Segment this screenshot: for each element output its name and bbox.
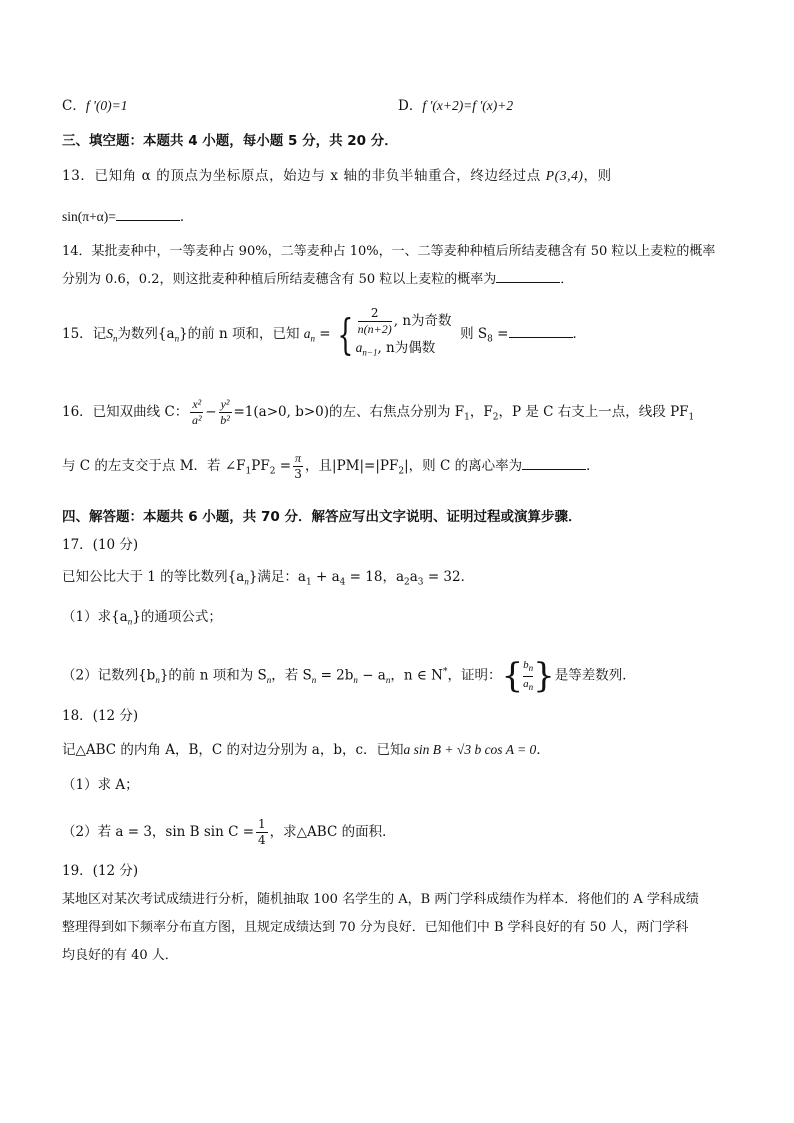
piecewise-cases: $\frac{2}{n(n+2)}$ , n为奇数 $a_{n-1}$, n为偶数: [355, 305, 452, 358]
answer-blank-15[interactable]: [509, 325, 573, 338]
question-13-answer-line: sin(π+α)= ．: [62, 209, 194, 225]
answer-blank-13[interactable]: [116, 208, 180, 221]
section-3-heading: 三、填空题：本题共 4 小题，每小题 5 分，共 20 分．: [62, 133, 398, 149]
question-17-part-1: （1）求$\{a_n\}$的通项公式；: [62, 609, 222, 627]
question-18-header: 18．(12 分): [62, 708, 139, 724]
question-19-line-1: 某地区对某次考试成绩进行分析，随机抽取 100 名学生的 A，B 两门学科成绩作为样本．将他们的 A 学科成绩: [62, 892, 699, 907]
section-4-heading: 四、解答题：本题共 6 小题，共 70 分．解答应写出文字说明、证明过程或演算步骤．: [62, 509, 582, 525]
question-16-line-1: 16．已知双曲线 C： $\frac{\text{x²}}{\text{a²}}$ − $\frac{\text{y²}}{\text{b²}}$ =1(a>0, b>0)的左、右焦点分别为 $F_1$，$F_2$，P 是 C 右支上一点，线段 $PF_1$: [62, 397, 695, 427]
option-d: D．f '(x+2)=f '(x)+2: [398, 98, 514, 114]
question-17-stem: 已知公比大于 1 的等比数列$\{a_n\}$满足：$a_1 + a_4 = 18$，$a_2a_3 = 32$．: [62, 569, 475, 588]
question-19-header: 19．(12 分): [62, 863, 139, 879]
question-14-line-2: 分别为 0.6，0.2，则这批麦种种植后所结麦穗含有 50 粒以上麦粒的概率为 ．: [62, 272, 574, 287]
question-19-line-2: 整理得到如下频率分布直方图，且规定成绩达到 70 分为良好．已知他们中 B 学科良好的有 50 人，两门学科: [62, 920, 689, 935]
question-13: 13．已知角 α 的顶点为坐标原点，始边与 x 轴的非负半轴重合，终边经过点 P(3,4)，则: [62, 168, 612, 184]
question-18-part-2: （2）若 a = 3，sin B sin C = $\frac{1}{4}$ ，求△ABC 的面积．: [62, 817, 396, 847]
question-14-line-1: 14．某批麦种中，一等麦种占 90%，二等麦种占 10%，一、二等麦种种植后所结麦穗含有 50 粒以上麦粒的概率: [62, 244, 716, 259]
option-c-expr: f '(0)=1: [85, 98, 128, 113]
option-c: C．f '(0)=1: [62, 98, 128, 114]
question-19-line-3: 均良好的有 40 人．: [62, 948, 178, 963]
question-18-stem: 记△ABC 的内角 A，B，C 的对边分别为 a，b，c．已知a sin B + √3 b cos A = 0．: [62, 742, 550, 758]
option-d-expr: f '(x+2)=f '(x)+2: [422, 98, 514, 113]
question-17-part-2: （2）记数列$\{b_n\}$的前 n 项和为 $S_n$，若 $S_n = 2b_n - a_n$，n ∈ N*，证明：{ $\frac{b_n}{a_n}$ }是等差数列．: [62, 656, 636, 696]
question-16-line-2: 与 C 的左支交于点 M．若 $\angle F_1PF_2$ = $\frac{\pi}{3}$ ，且$|PM|=|PF_2|$，则 C 的离心率为 ．: [62, 451, 600, 481]
q13-point: P(3,4): [545, 168, 584, 183]
answer-blank-16[interactable]: [522, 457, 586, 470]
question-15: 15．记$S_n$为数列$\{a_n\}$的前 n 项和，已知 $a_n$ = { $\frac{2}{n(n+2)}$ , n为奇数 $a_{n-1}$, n为偶数 则 $S_8$ = ．: [62, 304, 586, 370]
question-17-header: 17．(10 分): [62, 537, 139, 553]
answer-blank-14[interactable]: [496, 270, 560, 283]
question-18-part-1: （1）求 A；: [62, 777, 139, 793]
left-brace: {: [337, 309, 354, 359]
